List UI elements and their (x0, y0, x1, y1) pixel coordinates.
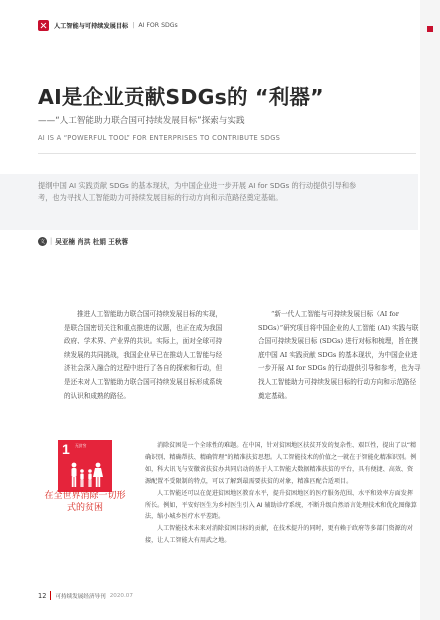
page-number: 12 (38, 591, 47, 600)
edge-marker (427, 26, 433, 32)
title-divider (38, 153, 416, 154)
sdg-paragraph: 人工智能还可以在促进贫困地区教育水平，提升贫困地区的医疗服务范围、水平和效率方面发挥所长。例如，平安好医生为乡村医生引入 AI 辅助诊疗系统，不断升级自然语言处理技术和优化图像算法，缩小城乡医疗水平差距。 (145, 489, 417, 521)
journal-name: 可持续发展经济导刊 (55, 593, 106, 600)
author-line (38, 236, 128, 246)
sdg-caption: 在全世界消除一切形式的贫困 (44, 491, 126, 514)
section-subtitle: AI FOR SDGs (138, 21, 178, 29)
sdg-section-text (145, 440, 417, 547)
sdg-goal-1-tile (58, 440, 112, 492)
sdg-paragraph: 消除贫困是一个全球性的难题。在中国，针对贫困地区扶贫开发的复杂性、艰巨性，提出了以“精确识别、精确帮扶、精确管理”的精准扶贫思想。人工智能技术的价值之一就在于智能化精准识别。例如，科大讯飞与安徽省扶贫办共同启动的基于人工智能大数据精准扶贫的平台，具有便捷、高效、资源配置不受限制的特点，可以了解到最需要扶贫的对象，精准匹配合适项目。 (145, 442, 417, 485)
page-edge-band (420, 0, 440, 620)
article-subtitle: ——“人工智能助力联合国可持续发展目标”探索与实践 (38, 116, 245, 126)
author-separator: | (50, 237, 53, 245)
article-title: AI是企业贡献SDGs的 “利器” (38, 85, 324, 109)
magazine-logo-icon (38, 20, 49, 31)
section-header (38, 16, 418, 34)
author-names: 吴亚楠 肖洪 杜娟 王秋蓉 (55, 238, 129, 246)
section-title: 人工智能与可持续发展目标 (54, 22, 129, 30)
sdg-label: 无贫穷 (75, 443, 87, 448)
author-badge-icon: 文 (39, 238, 45, 245)
abstract-text: 提纲中国 AI 实践贡献 SDGs 的基本现状，为中国企业进一步开展 AI for SDGs 的行动提供引导和参考，也为寻找人工智能助力可持续发展目标的行动方向和示范路径奠定基础。 (38, 181, 357, 203)
issue-date: 2020.07 (109, 592, 133, 599)
body-column-left: 推进人工智能助力联合国可持续发展目标的实现，是联合国密切关注和重点推进的议题，也正在成为我国政府、学术界、产业界的共识。实际上，面对全球可持续发展的共同挑战，我国企业早已在推动人工智能与经济社会深入融合的过程中进行了各自的探索和行动，但是还未对人工智能助力联合国可持续发展目标形成系统的认识和成熟的路径。 (64, 310, 223, 400)
footer-separator (50, 591, 51, 600)
sdg-paragraph: 人工智能技术未来对消除贫困目标的贡献，在技术提升的同时，更有赖于政府等多部门资源的对接，让人工智能大有用武之地。 (145, 525, 413, 545)
family-icon (68, 462, 104, 488)
body-column-right: “新一代人工智能与可持续发展目标（AI for SDGs）”研究项目将中国企业的人工智能 (AI) 实践与联合国可持续发展目标 (SDGs) 进行对标和梳理，旨在摸底中国 AI 实践贡献 SDGs 的基本现状，为中国企业进一步开展 AI for SDGs 的行动提供引导和参考，也为寻找人工智能助力可持续发展目标的行动方向和示范路径奠定基础。 (258, 310, 421, 400)
page-footer (38, 591, 133, 600)
header-separator: | (132, 21, 135, 29)
article-english-title: AI IS A “POWERFUL TOOL” FOR ENTERPRISES TO CONTRIBUTE SDGS (38, 134, 281, 142)
sdg-number: 1 (62, 441, 70, 457)
